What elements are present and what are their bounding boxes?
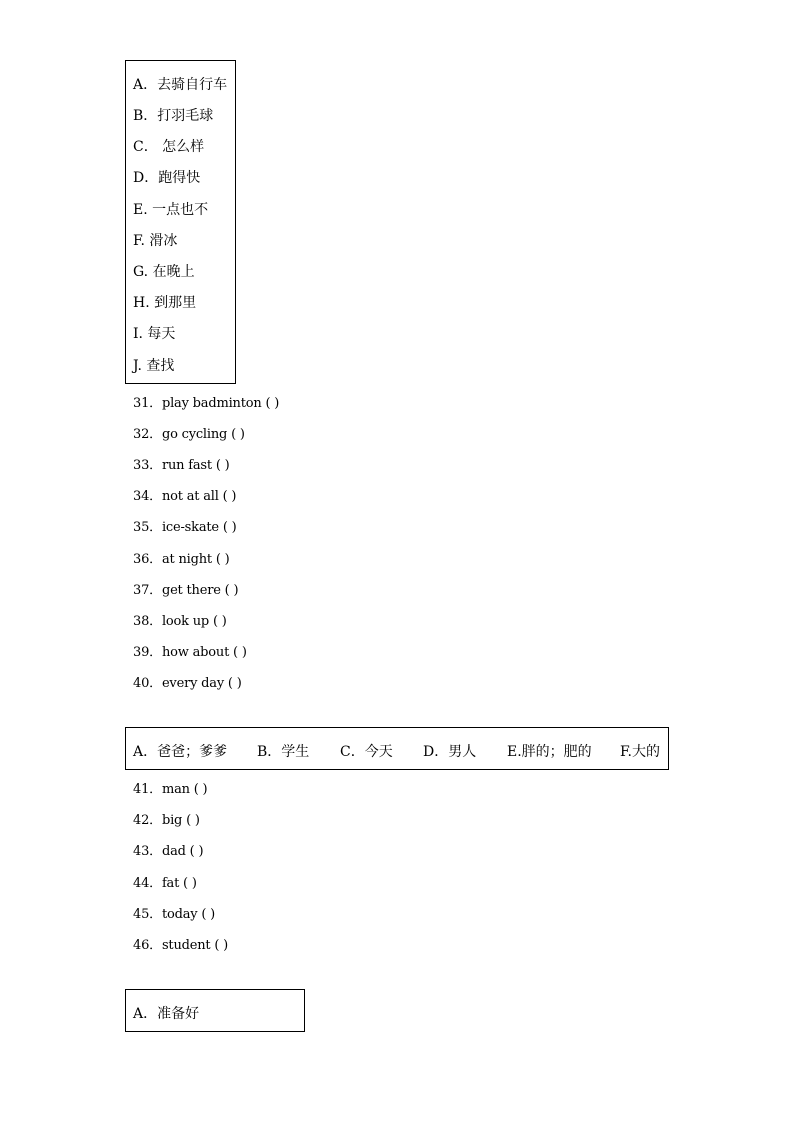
option-h: H. 到那里	[133, 295, 197, 311]
option-2-a: A．爸爸；爹爹	[133, 744, 228, 760]
question-46: 46．student ( )	[133, 938, 229, 953]
question-39: 39．how about ( )	[133, 645, 247, 660]
option-b: B．打羽毛球	[133, 108, 214, 124]
option-f: F. 滑冰	[133, 233, 178, 249]
option-2-c: C．今天	[340, 744, 393, 760]
question-40: 40．every day ( )	[133, 676, 242, 691]
question-37: 37．get there ( )	[133, 583, 239, 598]
question-41: 41．man ( )	[133, 782, 208, 797]
question-38: 38．look up ( )	[133, 614, 227, 629]
question-42: 42．big ( )	[133, 813, 200, 828]
option-3-a: A．准备好	[133, 1006, 200, 1022]
option-j: J. 查找	[133, 358, 175, 374]
option-g: G. 在晚上	[133, 264, 195, 280]
question-45: 45．today ( )	[133, 907, 216, 922]
option-2-f: F.大的	[620, 744, 660, 760]
question-43: 43．dad ( )	[133, 844, 204, 859]
question-34: 34．not at all ( )	[133, 489, 237, 504]
question-36: 36．at night ( )	[133, 552, 230, 567]
option-i: I. 每天	[133, 326, 176, 342]
option-2-d: D．男人	[423, 744, 477, 760]
question-35: 35．ice-skate ( )	[133, 520, 237, 535]
question-32: 32．go cycling ( )	[133, 427, 245, 442]
options-box-3	[125, 989, 305, 1032]
option-2-e: E.胖的；肥的	[507, 744, 592, 760]
question-33: 33．run fast ( )	[133, 458, 230, 473]
option-a: A．去骑自行车	[133, 77, 228, 93]
question-31: 31．play badminton ( )	[133, 396, 280, 411]
option-e: E. 一点也不	[133, 202, 209, 218]
option-c: C． 怎么样	[133, 139, 205, 155]
options-box-1	[125, 60, 236, 384]
option-2-b: B．学生	[257, 744, 310, 760]
question-44: 44．fat ( )	[133, 876, 197, 891]
option-d: D．跑得快	[133, 170, 201, 186]
options-box-2	[125, 727, 669, 770]
